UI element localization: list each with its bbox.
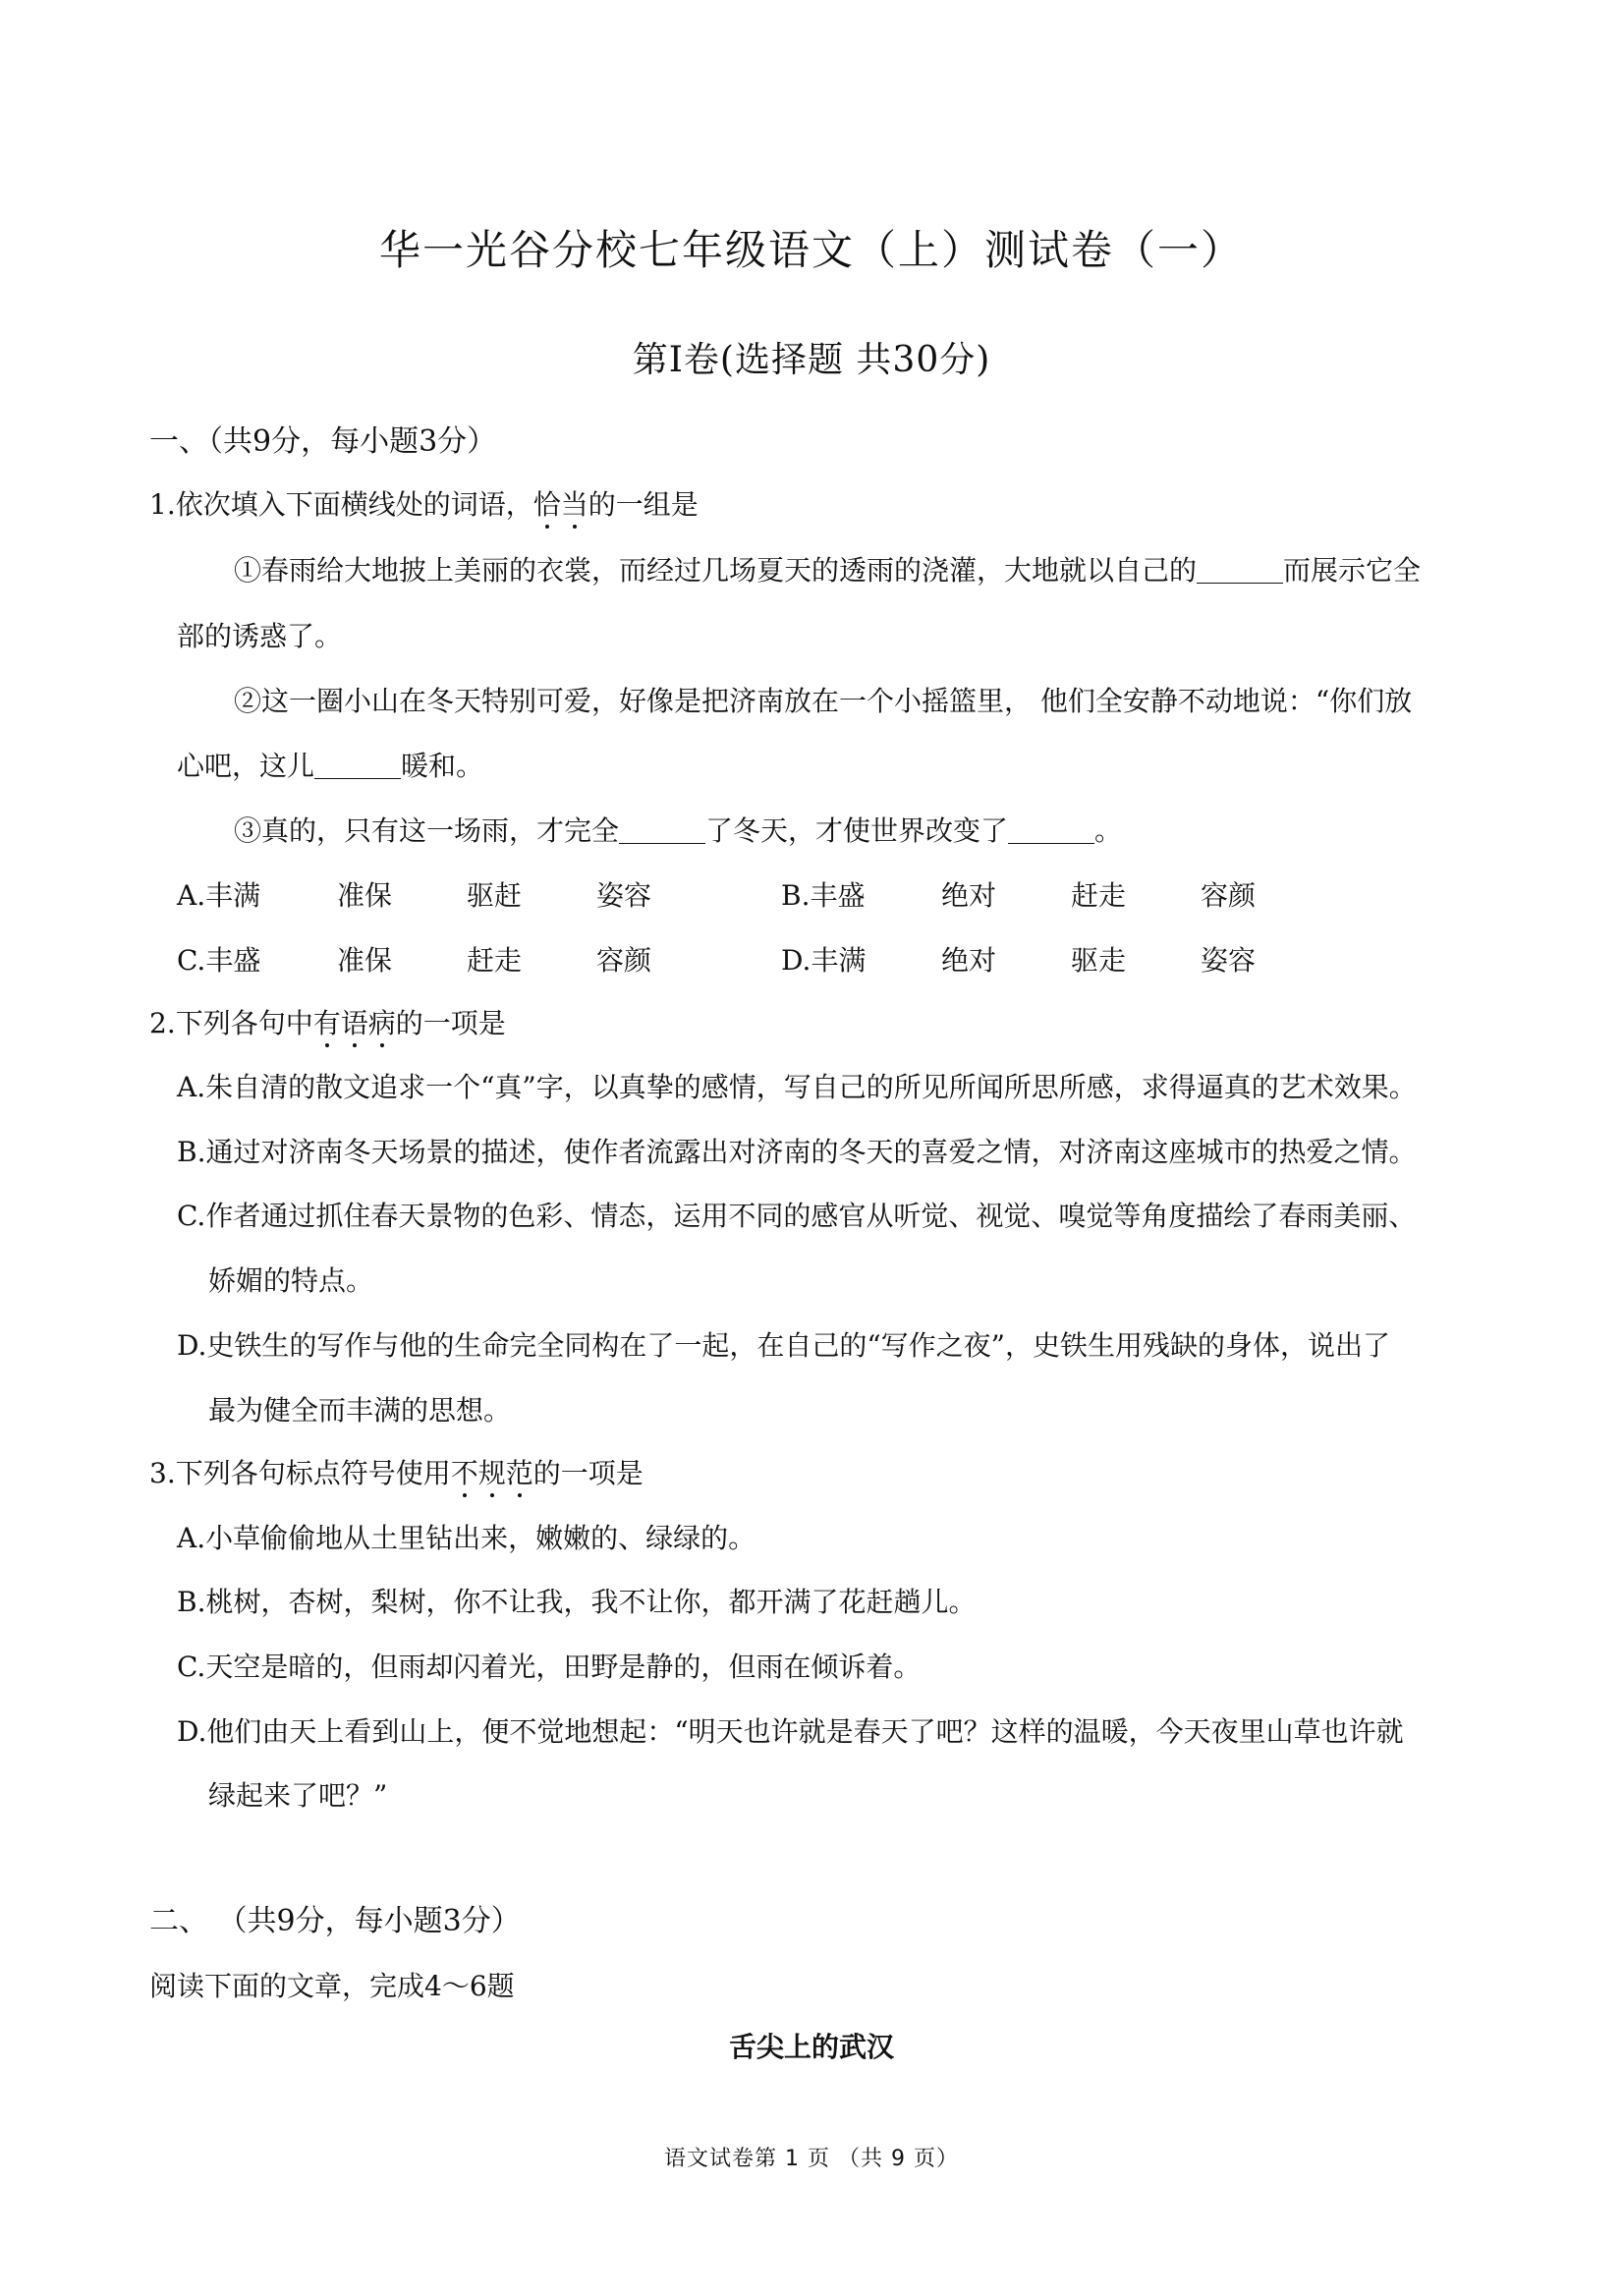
- q1-option-a-word: 姿容: [596, 879, 652, 912]
- section2-heading: 二、 （共9分，每小题3分）: [149, 1904, 521, 1938]
- q1-option-c-word: 赶走: [467, 944, 523, 977]
- q3-option-b: B.桃树，杏树，梨树，你不让我，我不让你，都开满了花赶趟儿。: [177, 1586, 977, 1618]
- q3-option-c: C.天空是暗的，但雨却闪着光，田野是静的，但雨在倾诉着。: [177, 1651, 922, 1683]
- q3-option-a: A.小草偷偷地从土里钻出来，嫩嫩的、绿绿的。: [177, 1522, 756, 1554]
- q1-option-d-label: D.丰满: [781, 944, 867, 977]
- exam-title: 华一光谷分校七年级语文（上）测试卷（一）: [378, 226, 1244, 274]
- q3-option-d: D.他们由天上看到山上，便不觉地想起：“明天也许就是春天了吧？这样的温暖，今天夜里山草也许就: [177, 1715, 1404, 1748]
- q2-option-b: B.通过对济南冬天场景的描述，使作者流露出对济南的冬天的喜爱之情，对济南这座城市的热爱之情。: [177, 1136, 1417, 1168]
- page-footer: 语文试卷第 1 页 （共 9 页）: [664, 2147, 959, 2171]
- q1-option-a-word: 驱赶: [467, 879, 523, 912]
- q3-option-d-cont: 绿起来了吧？”: [208, 1779, 388, 1812]
- q2-stem: 2.下列各句中有语病的一项是: [149, 1007, 506, 1039]
- q1-option-c-label: C.丰盛: [177, 944, 261, 977]
- q1-option-a-label: A.丰满: [177, 879, 261, 912]
- q1-sentence-1-cont: 部的诱惑了。: [177, 620, 343, 652]
- q1-option-c-word: 准保: [337, 944, 393, 977]
- q2-option-d-cont: 最为健全而丰满的思想。: [208, 1394, 512, 1427]
- q1-option-d-word: 驱走: [1071, 944, 1127, 977]
- q2-option-d: D.史铁生的写作与他的生命完全同构在了一起，在自己的“写作之夜”，史铁生用残缺的身体，说出了: [177, 1329, 1390, 1362]
- article-title: 舌尖上的武汉: [728, 2031, 894, 2063]
- q1-sentence-3: ③真的，只有这一场雨，才完全 了冬天，才使世界改变了 。: [234, 814, 1123, 847]
- q1-sentence-2: ②这一圈小山在冬天特别可爱，好像是把济南放在一个小摇篮里， 他们全安静不动地说：“你们放: [234, 685, 1413, 717]
- q1-option-b-word: 赶走: [1071, 879, 1127, 912]
- q1-option-b-label: B.丰盛: [781, 879, 866, 912]
- q1-option-b-word: 容颜: [1201, 879, 1257, 912]
- q1-option-c-word: 容颜: [596, 944, 652, 977]
- paper-subtitle: 第Ⅰ卷(选择题 共30分): [632, 340, 991, 380]
- q1-stem: 1.依次填入下面横线处的词语，恰当的一组是: [149, 488, 699, 521]
- reading-instruction: 阅读下面的文章，完成4～6题: [149, 1970, 515, 2002]
- q3-stem: 3.下列各句标点符号使用不规范的一项是: [149, 1457, 644, 1489]
- q1-sentence-1: ①春雨给大地披上美丽的衣裳，而经过几场夏天的透雨的浇灌，大地就以自己的 而展示它全: [234, 554, 1422, 587]
- q2-option-a: A.朱自清的散文追求一个“真”字，以真挚的感情，写自己的所见所闻所思所感，求得逼真的艺术效果。: [177, 1071, 1417, 1103]
- q1-option-d-word: 绝对: [941, 944, 997, 977]
- q1-option-b-word: 绝对: [941, 879, 997, 912]
- section1-heading: 一、（共9分，每小题3分）: [149, 424, 497, 459]
- q2-option-c-cont: 娇媚的特点。: [208, 1264, 374, 1297]
- q1-sentence-2-cont: 心吧，这儿 暖和。: [177, 750, 484, 782]
- q2-option-c: C.作者通过抓住春天景物的色彩、情态，运用不同的感官从听觉、视觉、嗅觉等角度描绘了春雨美丽、: [177, 1200, 1417, 1232]
- q1-option-a-word: 准保: [337, 879, 393, 912]
- q1-option-d-word: 姿容: [1201, 944, 1257, 977]
